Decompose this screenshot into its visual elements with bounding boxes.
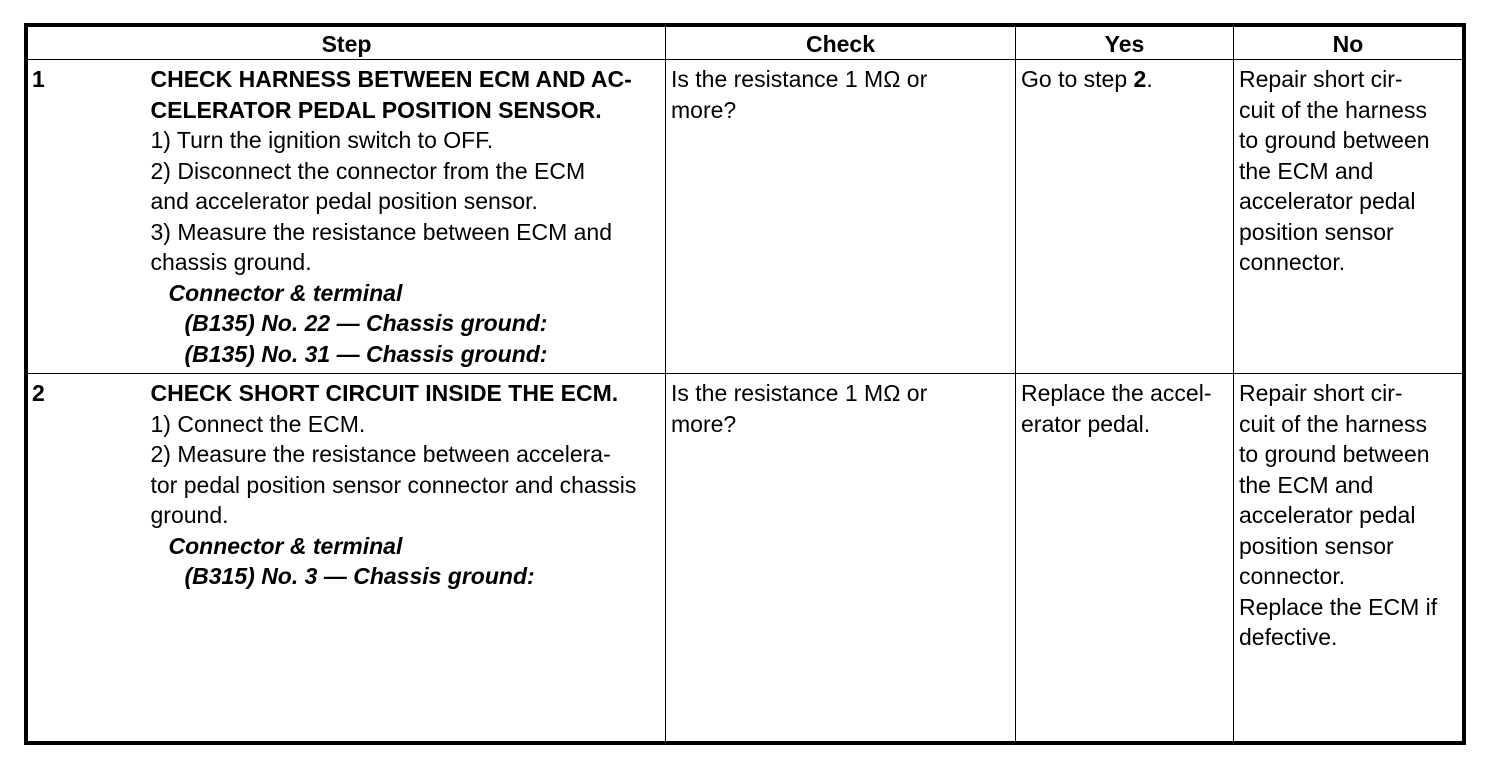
step-title-line: CHECK HARNESS BETWEEN ECM AND AC- — [150, 66, 632, 92]
connector-item: (B135) No. 22 — Chassis ground: — [184, 310, 548, 336]
check-line: Is the resistance 1 MΩ or — [671, 380, 928, 406]
instruction-line: 3) Measure the resistance between ECM and — [150, 218, 613, 245]
step-title-line: CELERATOR PEDAL POSITION SENSOR. — [150, 96, 602, 123]
connector-item: (B135) No. 31 — Chassis ground: — [184, 340, 548, 367]
no-line: cuit of the harness — [1239, 96, 1427, 123]
instruction-line: ground. — [150, 502, 229, 528]
yes-step-ref: 2 — [1133, 66, 1147, 92]
no-line: position sensor — [1239, 532, 1394, 559]
instruction-line: and accelerator pedal position sensor. — [150, 188, 538, 214]
connector-item: (B315) No. 3 — Chassis ground: — [184, 563, 535, 589]
no-line: the ECM and — [1239, 157, 1374, 184]
yes-cell — [1016, 374, 1234, 742]
no-line: the ECM and — [1239, 471, 1374, 498]
yes-line: Replace the accel- — [1021, 380, 1212, 406]
no-line: to ground between — [1239, 127, 1430, 153]
no-line: cuit of the harness — [1239, 410, 1427, 437]
no-cell — [1234, 60, 1463, 374]
check-cell — [666, 60, 1016, 374]
diagnostic-table-frame — [24, 23, 1466, 745]
instruction-line: 1) Connect the ECM. — [150, 410, 366, 437]
instruction-line: 2) Disconnect the connector from the ECM — [150, 157, 586, 184]
header-step: Step — [28, 27, 666, 60]
header-yes: Yes — [1016, 27, 1234, 60]
no-line: position sensor — [1239, 218, 1394, 245]
yes-text-end: . — [1146, 66, 1153, 92]
step-number: 1 — [28, 60, 146, 374]
header-no: No — [1234, 27, 1463, 60]
no-line: to ground between — [1239, 441, 1430, 467]
instruction-line: chassis ground. — [150, 249, 312, 275]
no-line: defective. — [1239, 624, 1338, 650]
no-line: Replace the ECM if — [1239, 593, 1438, 620]
connector-heading: Connector & terminal — [168, 532, 403, 559]
step-title-line: CHECK SHORT CIRCUIT INSIDE THE ECM. — [150, 380, 619, 406]
no-line: connector. — [1239, 563, 1346, 589]
no-line: connector. — [1239, 249, 1346, 275]
table-row — [28, 374, 1463, 742]
no-line: accelerator pedal — [1239, 188, 1416, 214]
check-cell — [666, 374, 1016, 742]
check-line: Is the resistance 1 MΩ or — [671, 66, 928, 92]
instruction-line: 1) Turn the ignition switch to OFF. — [150, 127, 494, 153]
yes-line: erator pedal. — [1021, 410, 1151, 437]
header-check: Check — [666, 27, 1016, 60]
no-line: accelerator pedal — [1239, 502, 1416, 528]
step-description — [146, 374, 666, 742]
yes-cell — [1016, 60, 1234, 374]
no-cell — [1234, 374, 1463, 742]
diagnostic-procedure-table — [27, 26, 1463, 742]
check-line: more? — [671, 96, 737, 123]
connector-heading: Connector & terminal — [168, 279, 403, 306]
check-line: more? — [671, 410, 737, 437]
no-line: Repair short cir- — [1239, 66, 1403, 92]
instruction-line: 2) Measure the resistance between accelera- — [150, 441, 611, 467]
table-row — [28, 60, 1463, 374]
step-description — [146, 60, 666, 374]
step-number: 2 — [28, 374, 146, 742]
no-line: Repair short cir- — [1239, 380, 1403, 406]
yes-text: Go to step — [1021, 66, 1134, 92]
table-header-row — [28, 27, 1463, 60]
instruction-line: tor pedal position sensor connector and chassis — [150, 471, 637, 498]
